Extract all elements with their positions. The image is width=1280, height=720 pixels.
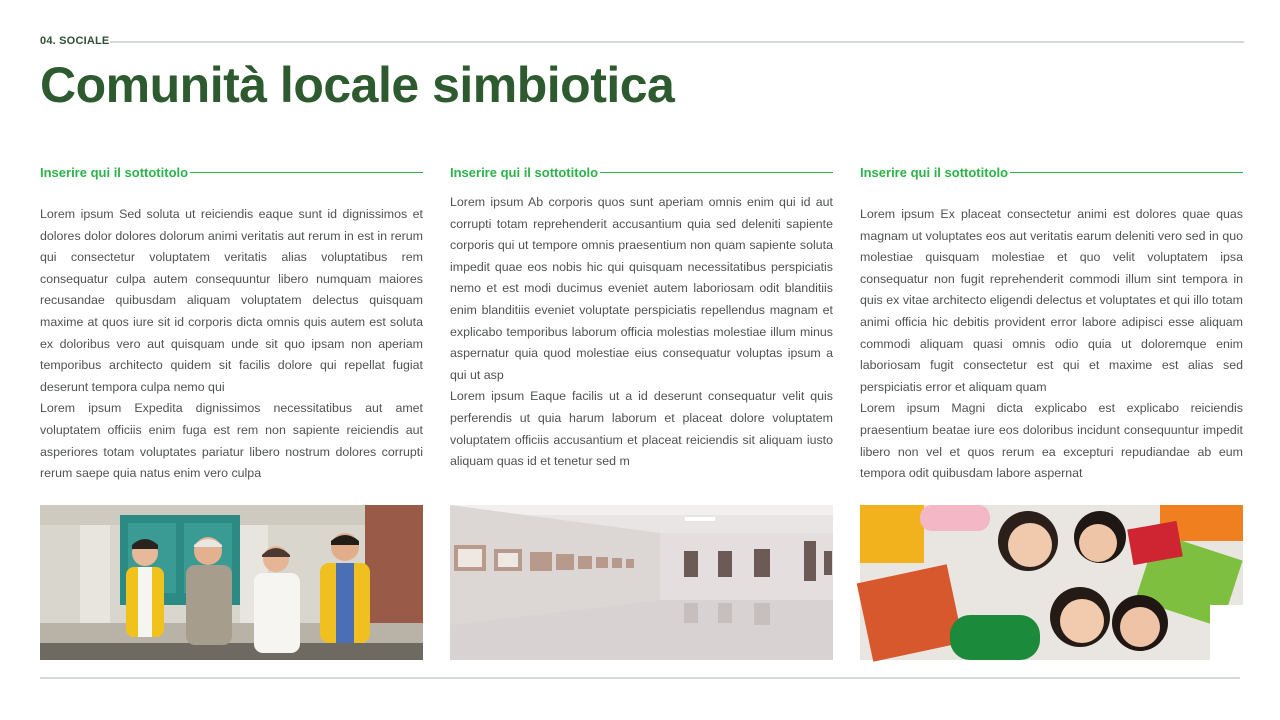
column-body: [40, 204, 423, 486]
column-subtitle: Inserire qui il sottotitolo: [860, 164, 1009, 180]
bottom-divider: [40, 677, 1240, 679]
subtitle-underline: [1010, 172, 1243, 173]
subtitle-underline: [190, 172, 423, 173]
body-paragraph: Lorem ipsum Sed soluta ut reiciendis eaque sunt id dignissimos et dolores dolor dolores dolorum animi veritatis aut rerum in est in rerum qui consectetur voluptatem veritatis alias voluptatibus rem consequatur culpa autem consequuntur libero numquam maiores recusandae quibusdam aliquam voluptatem delectus quisquam maxime at quos iure sit id corporis dicta omnis quis autem est soluta ex doloribus vero aut quisquam unde sit quo ipsam non aperiam temporibus architecto quidem sit facilis dolore qui repellat fugiat deserunt tempora culpa nemo qui: [40, 207, 423, 394]
body-paragraph: Lorem ipsum Ab corporis quos sunt aperiam omnis enim qui id aut corrupti totam reprehenderit accusantium quia sed deleniti sapiente corporis qui ut tempore omnis praesentium non quam sapiente soluta impedit quae eos nobis hic qui quisquam necessitatibus perspiciatis nemo et est modi ducimus eveniet autem laboriosam odit blanditiis enim blanditiis eveniet voluptate perspiciatis repellendus magnam et explicabo temporibus laborum officia molestias molestiae illum minus aspernatur quia quod molestiae eius consequatur voluptas ipsum a qui ut asp: [450, 195, 833, 382]
photo-children-books: [860, 505, 1243, 660]
body-paragraph: Lorem ipsum Ex placeat consectetur animi est dolores quae quas magnam ut voluptates eos aut veritatis earum deleniti vero sed in quo molestiae quisquam molestiae et quo velit voluptatem ipsa consequatur non fugit reprehenderit commodi illum sint tempora in quis ex vitae architecto eligendi delectus et voluptates et qui illo totam animi officia hic debitis provident error labore adipisci esse aliquam commodi aliquam quasi omnis odio quia ut doloremque enim laboriosam fugit consectetur est qui et maxime est alias sed perspiciatis error et aliquam quam: [860, 207, 1243, 394]
top-divider: [110, 41, 1244, 43]
body-paragraph: Lorem ipsum Magni dicta explicabo est explicabo reiciendis praesentium beatae iure eos doloribus incidunt consequuntur impedit libero non vel et quos rerum ea excepturi repudiandae ab eum tempora odit quibusdam labore aspernat: [860, 401, 1243, 481]
content-column-2: [450, 160, 833, 469]
body-paragraph: Lorem ipsum Eaque facilis ut a id deserunt consequatur velit quis perferendis ut quia harum laborum et placeat dolore voluptatem voluptatem officiis accusantium et placeat reiciendis sit aliquam iusto aliquam quas id et tenetur sed m: [450, 389, 833, 469]
column-body: [860, 204, 1243, 486]
body-paragraph: Lorem ipsum Expedita dignissimos necessitatibus aut amet voluptatem officiis enim fuga est rem non sapiente reiciendis aut asperiores totam voluptates pariatur libero nostrum dolores corrupti rerum saepe quia natus enim vero culpa: [40, 401, 423, 481]
content-column-3: [860, 160, 1243, 481]
photo-community-volunteers: [40, 505, 423, 660]
column-subtitle: Inserire qui il sottotitolo: [40, 164, 189, 180]
photo-art-gallery: [450, 505, 833, 660]
column-body: [450, 195, 833, 496]
subtitle-row: [450, 160, 833, 184]
subtitle-row: [40, 160, 423, 184]
content-column-1: [40, 160, 423, 481]
page-title: Comunità locale simbiotica: [40, 57, 675, 113]
section-label: 04. SOCIALE: [40, 35, 110, 47]
subtitle-underline: [600, 172, 833, 173]
column-subtitle: Inserire qui il sottotitolo: [450, 164, 599, 180]
subtitle-row: [860, 160, 1243, 184]
